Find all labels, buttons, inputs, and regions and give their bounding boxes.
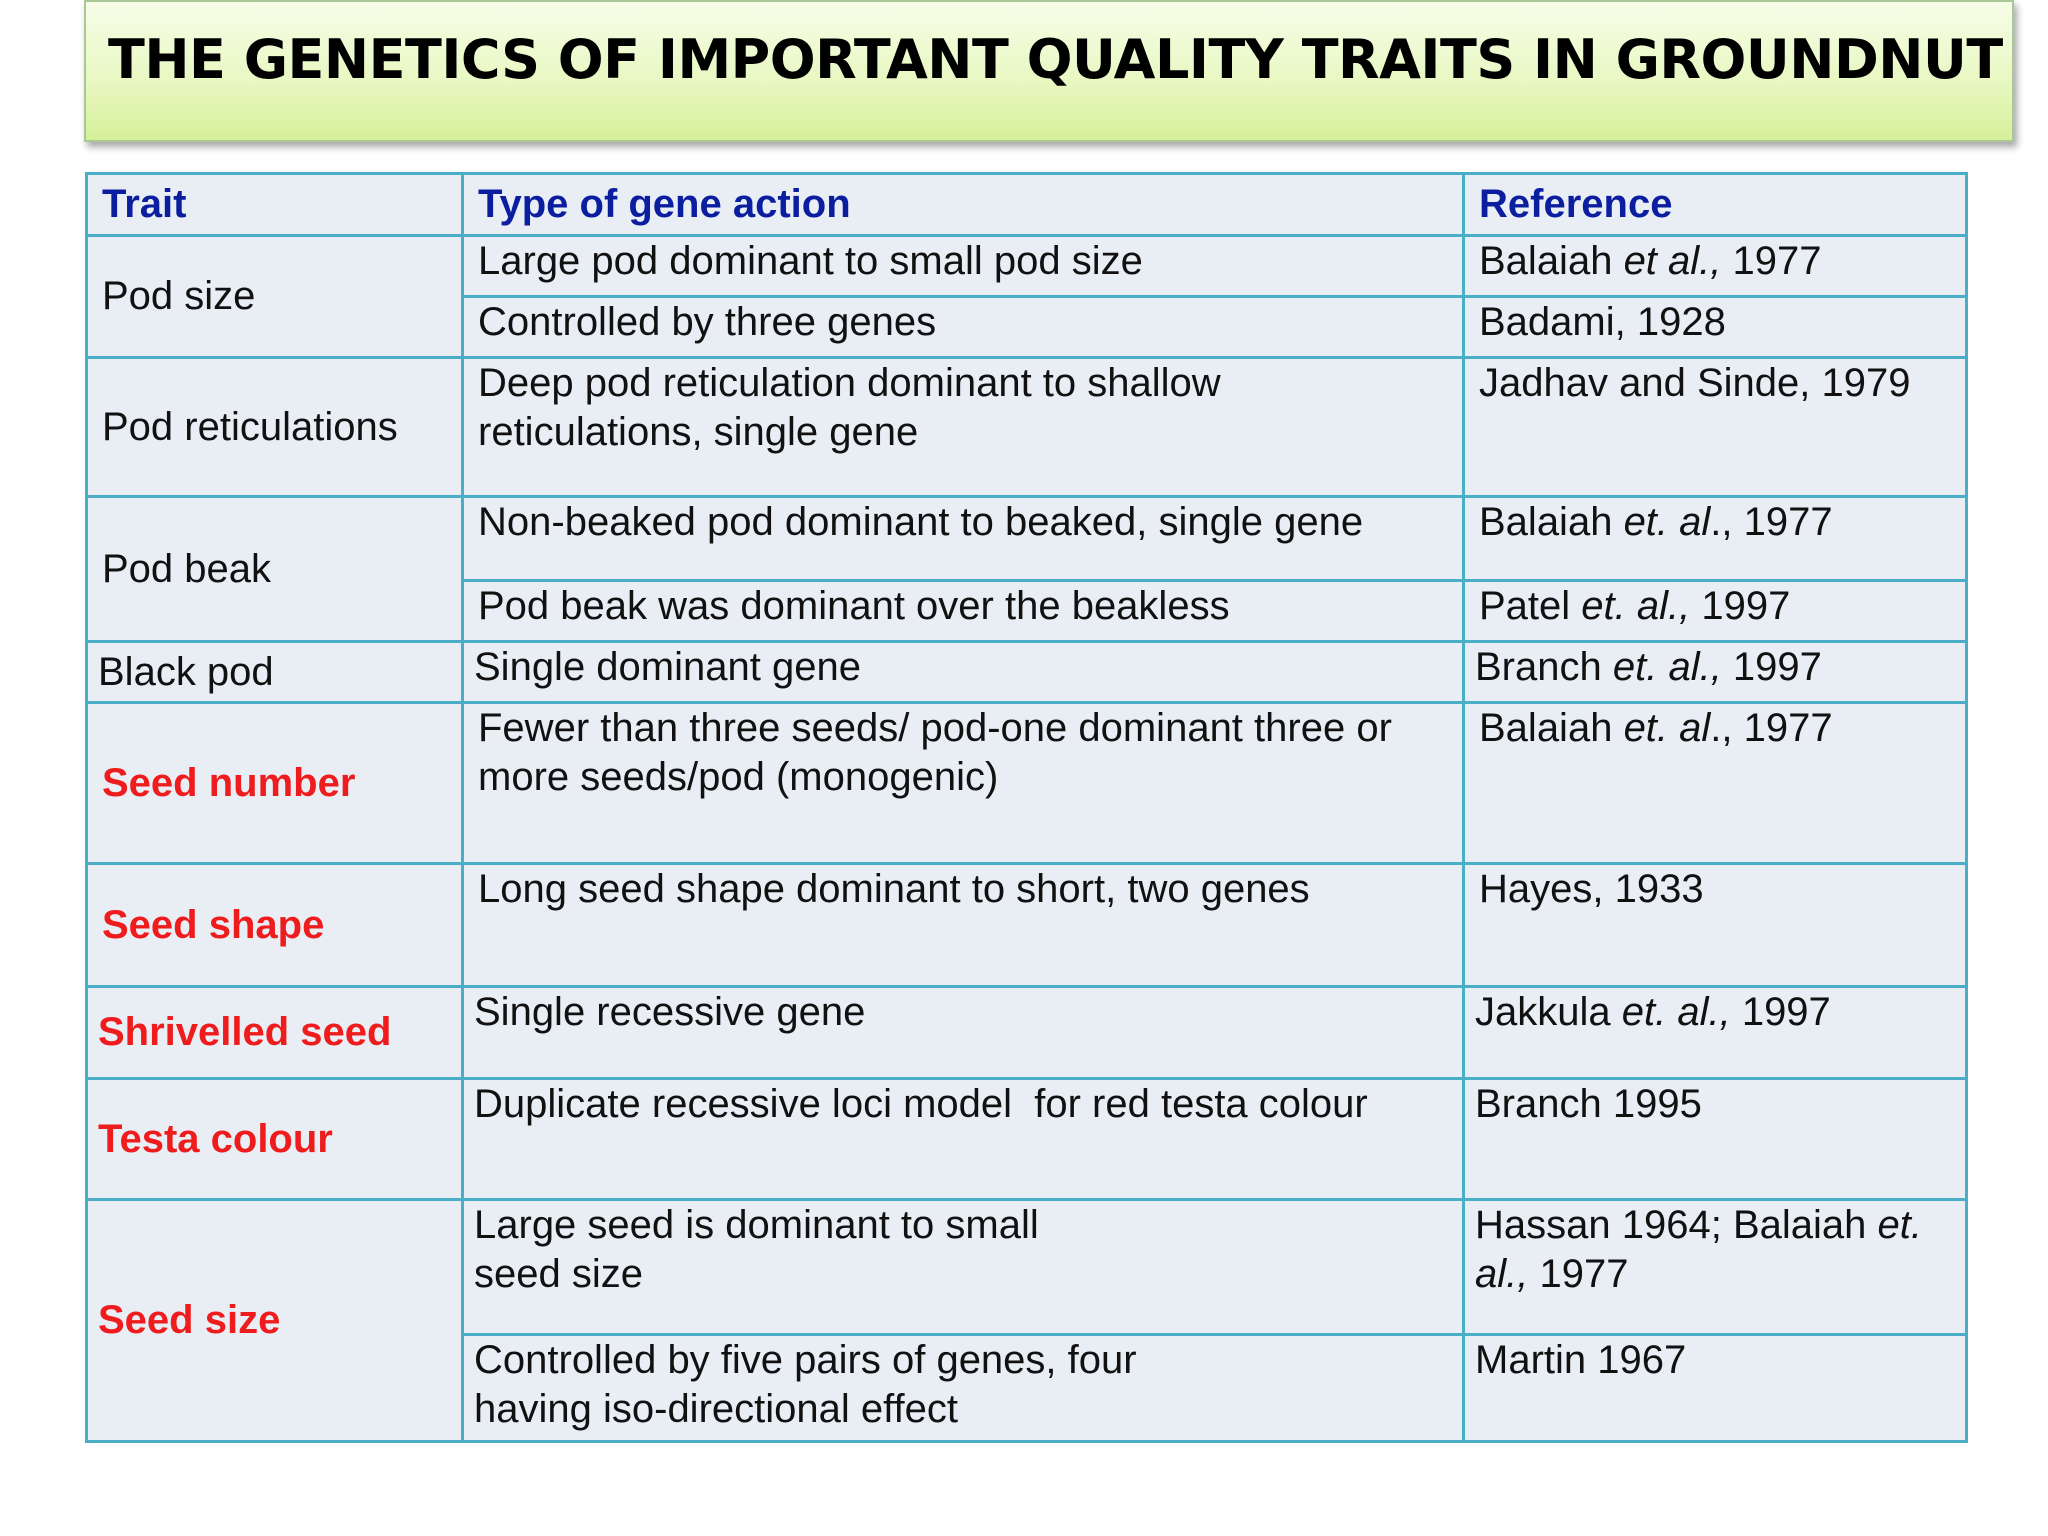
reference-cell: Martin 1967	[1464, 1335, 1967, 1442]
table-header-row	[87, 174, 1967, 236]
gene-action-cell: Pod beak was dominant over the beakless	[463, 581, 1464, 642]
gene-action-cell: Long seed shape dominant to short, two genes	[463, 864, 1464, 987]
reference-cell: Balaiah et al., 1977	[1464, 236, 1967, 297]
header-reference: Reference	[1464, 174, 1967, 236]
reference-cell: Branch et. al., 1997	[1464, 642, 1967, 703]
header-gene-action: Type of gene action	[463, 174, 1464, 236]
table-row	[87, 1079, 1967, 1200]
trait-cell: Testa colour	[87, 1079, 463, 1200]
gene-action-cell: Single dominant gene	[463, 642, 1464, 703]
reference-cell: Balaiah et. al., 1977	[1464, 703, 1967, 864]
gene-action-cell: Duplicate recessive loci model for red testa colour	[463, 1079, 1464, 1200]
reference-cell: Jakkula et. al., 1997	[1464, 987, 1967, 1079]
gene-action-cell: Controlled by five pairs of genes, four having iso-directional effect	[463, 1335, 1464, 1442]
traits-table	[85, 172, 1968, 1443]
trait-cell: Seed size	[87, 1200, 463, 1442]
trait-cell: Seed number	[87, 703, 463, 864]
header-trait: Trait	[87, 174, 463, 236]
trait-cell: Pod reticulations	[87, 358, 463, 497]
gene-action-cell: Deep pod reticulation dominant to shallow reticulations, single gene	[463, 358, 1464, 497]
trait-cell: Black pod	[87, 642, 463, 703]
title-banner	[84, 0, 2014, 142]
table-row	[87, 497, 1967, 581]
reference-cell: Branch 1995	[1464, 1079, 1967, 1200]
table-row	[87, 642, 1967, 703]
gene-action-cell: Non-beaked pod dominant to beaked, single gene	[463, 497, 1464, 581]
table-row	[87, 987, 1967, 1079]
reference-cell: Jadhav and Sinde, 1979	[1464, 358, 1967, 497]
reference-cell: Hassan 1964; Balaiah et. al., 1977	[1464, 1200, 1967, 1335]
reference-cell: Patel et. al., 1997	[1464, 581, 1967, 642]
gene-action-cell: Large seed is dominant to small seed size	[463, 1200, 1464, 1335]
table-row	[87, 1200, 1967, 1335]
table-row	[87, 236, 1967, 297]
slide-title: THE GENETICS OF IMPORTANT QUALITY TRAITS IN GROUNDNUT	[108, 28, 2003, 91]
gene-action-cell: Fewer than three seeds/ pod-one dominant three or more seeds/pod (monogenic)	[463, 703, 1464, 864]
trait-cell: Seed shape	[87, 864, 463, 987]
gene-action-cell: Controlled by three genes	[463, 297, 1464, 358]
table-row	[87, 864, 1967, 987]
reference-cell: Badami, 1928	[1464, 297, 1967, 358]
trait-cell: Pod beak	[87, 497, 463, 642]
gene-action-cell: Single recessive gene	[463, 987, 1464, 1079]
reference-cell: Balaiah et. al., 1977	[1464, 497, 1967, 581]
gene-action-cell: Large pod dominant to small pod size	[463, 236, 1464, 297]
table-row	[87, 703, 1967, 864]
reference-cell: Hayes, 1933	[1464, 864, 1967, 987]
trait-cell: Pod size	[87, 236, 463, 358]
table-row	[87, 358, 1967, 497]
trait-cell: Shrivelled seed	[87, 987, 463, 1079]
